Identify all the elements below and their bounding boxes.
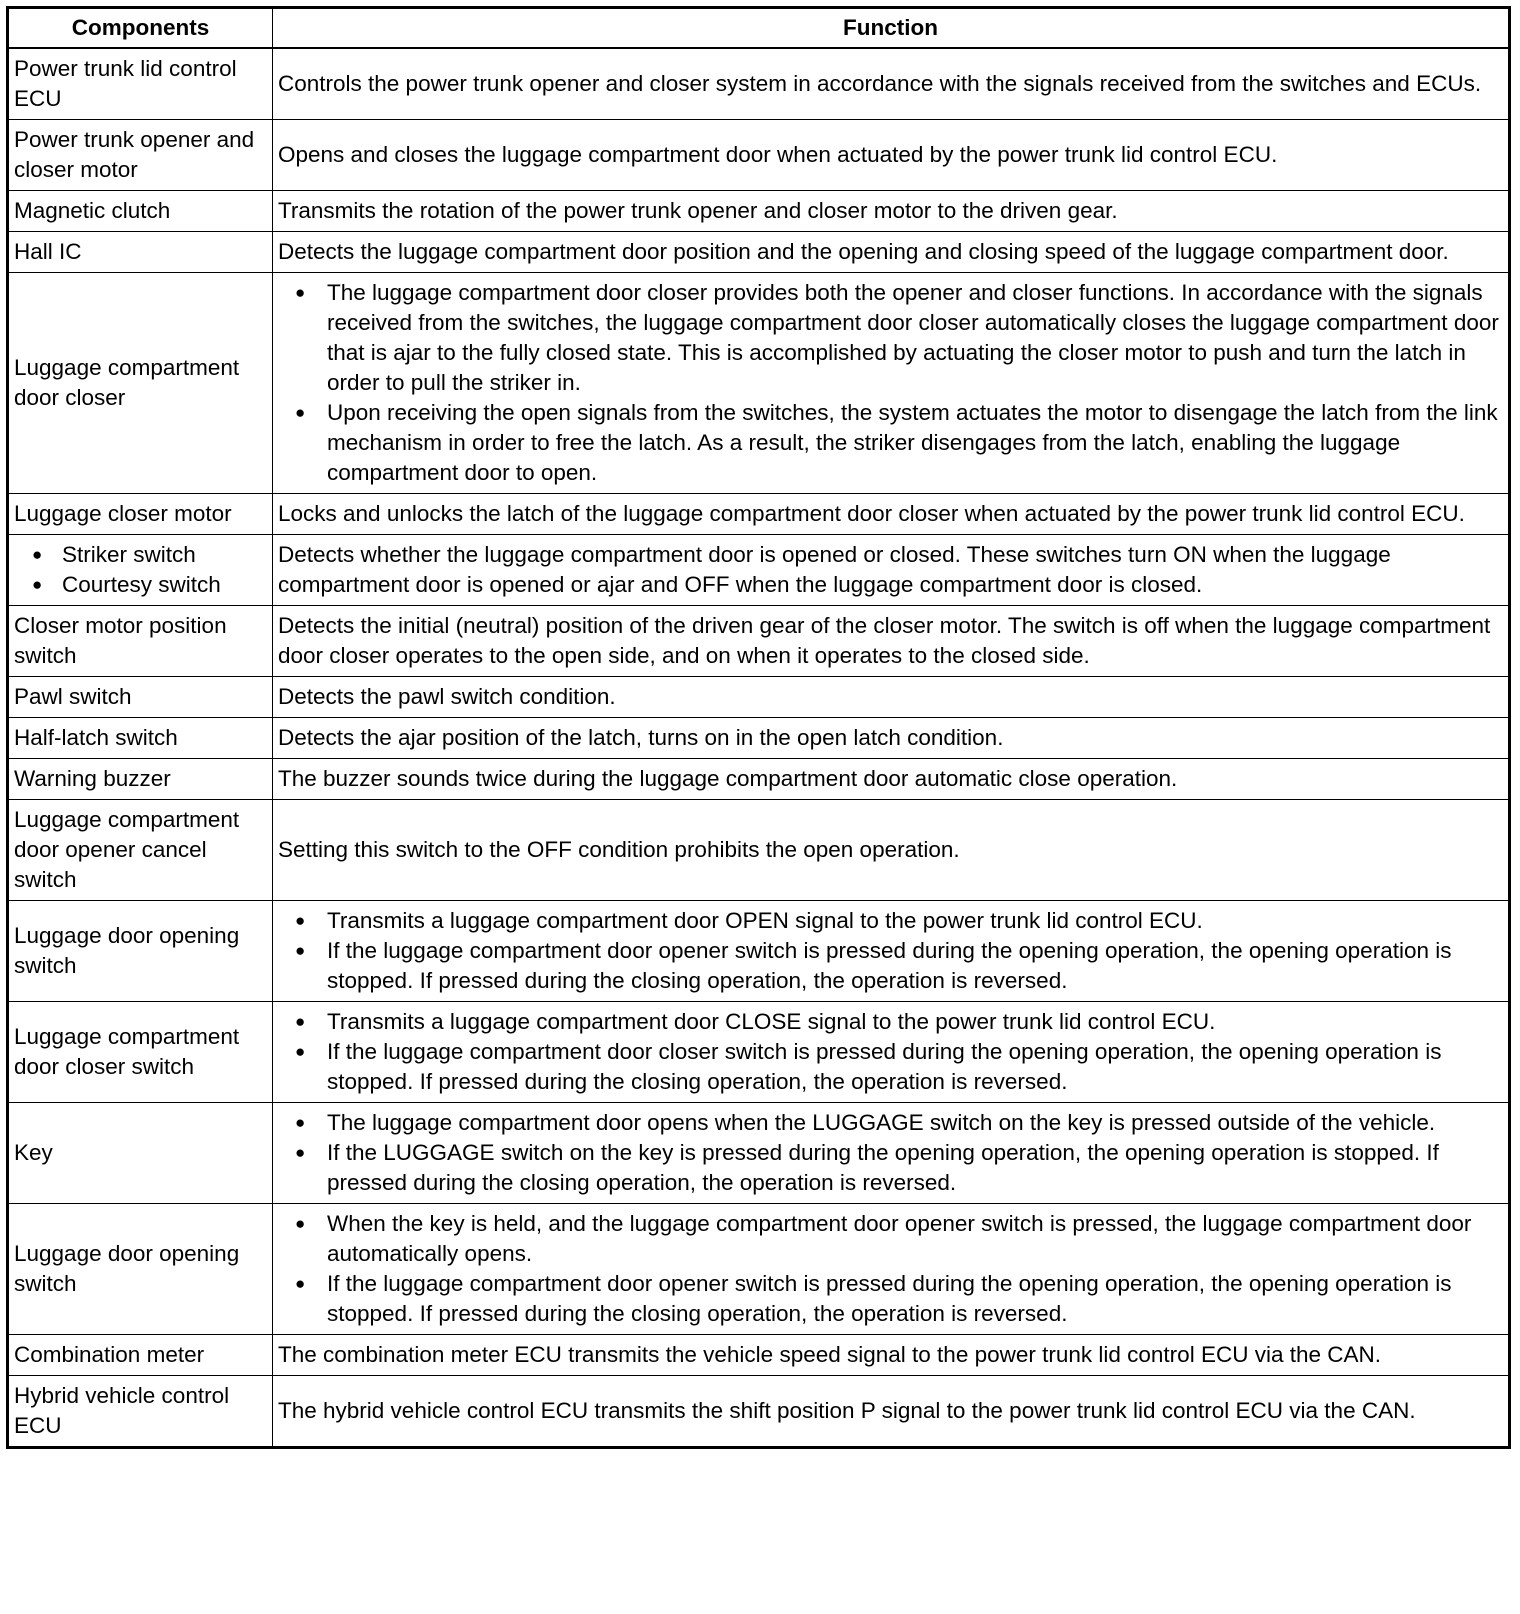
function-cell: The combination meter ECU transmits the vehicle speed signal to the power trunk lid control ECU via the CAN. bbox=[273, 1335, 1510, 1376]
table-row bbox=[8, 1002, 1510, 1103]
component-cell: Luggage compartment door closer switch bbox=[8, 1002, 273, 1103]
table-row bbox=[8, 1335, 1510, 1376]
bullet-item: ● If the luggage compartment door opener switch is pressed during the opening operation, the opening operation is stopped. If pressed during the closing operation, the operation is reversed. bbox=[278, 1269, 1501, 1329]
component-cell: Luggage closer motor bbox=[8, 494, 273, 535]
function-cell: Setting this switch to the OFF condition prohibits the open operation. bbox=[273, 800, 1510, 901]
function-cell bbox=[273, 1103, 1510, 1204]
function-cell bbox=[273, 273, 1510, 494]
bullet-item: ● If the luggage compartment door opener switch is pressed during the opening operation, the opening operation is stopped. If pressed during the closing operation, the operation is reversed. bbox=[278, 936, 1501, 996]
function-cell bbox=[273, 1002, 1510, 1103]
table-row bbox=[8, 273, 1510, 494]
table-row bbox=[8, 232, 1510, 273]
bullet-item: ● The luggage compartment door opens when the LUGGAGE switch on the key is pressed outside of the vehicle. bbox=[278, 1108, 1501, 1138]
bullet-item: ● Transmits a luggage compartment door CLOSE signal to the power trunk lid control ECU. bbox=[278, 1007, 1501, 1037]
function-cell: Detects the initial (neutral) position of the driven gear of the closer motor. The switch is off when the luggage compartment door closer operates to the open side, and on when it operates to the closed side. bbox=[273, 606, 1510, 677]
bullet-item: ● Upon receiving the open signals from the switches, the system actuates the motor to disengage the latch from the link mechanism in order to free the latch. As a result, the striker disengages from the latch, enabling the luggage compartment door to open. bbox=[278, 398, 1501, 488]
table-row bbox=[8, 718, 1510, 759]
component-cell: Key bbox=[8, 1103, 273, 1204]
bullet-item: ● The luggage compartment door closer provides both the opener and closer functions. In accordance with the signals received from the switches, the luggage compartment door closer automatically closes the luggage compartment door that is ajar to the fully closed state. This is accomplished by actuating the closer motor to push and turn the latch in order to pull the striker in. bbox=[278, 278, 1501, 398]
bullet-item: ● Striker switch bbox=[14, 540, 265, 570]
component-cell: Hybrid vehicle control ECU bbox=[8, 1376, 273, 1448]
component-cell: Magnetic clutch bbox=[8, 191, 273, 232]
table-row bbox=[8, 1103, 1510, 1204]
component-cell: Combination meter bbox=[8, 1335, 273, 1376]
table-row bbox=[8, 494, 1510, 535]
bullet-item: ● Courtesy switch bbox=[14, 570, 265, 600]
component-cell: Closer motor position switch bbox=[8, 606, 273, 677]
function-cell: Detects the luggage compartment door position and the opening and closing speed of the luggage compartment door. bbox=[273, 232, 1510, 273]
bullet-item: ● Transmits a luggage compartment door OPEN signal to the power trunk lid control ECU. bbox=[278, 906, 1501, 936]
component-cell bbox=[8, 535, 273, 606]
function-cell: Opens and closes the luggage compartment door when actuated by the power trunk lid control ECU. bbox=[273, 120, 1510, 191]
function-cell: Detects the ajar position of the latch, turns on in the open latch condition. bbox=[273, 718, 1510, 759]
component-cell: Luggage door opening switch bbox=[8, 1204, 273, 1335]
function-cell bbox=[273, 1204, 1510, 1335]
function-cell: The buzzer sounds twice during the luggage compartment door automatic close operation. bbox=[273, 759, 1510, 800]
component-cell: Power trunk opener and closer motor bbox=[8, 120, 273, 191]
function-cell bbox=[273, 901, 1510, 1002]
table-row bbox=[8, 535, 1510, 606]
bullet-item: ● When the key is held, and the luggage compartment door opener switch is pressed, the luggage compartment door automatically opens. bbox=[278, 1209, 1501, 1269]
component-cell: Warning buzzer bbox=[8, 759, 273, 800]
component-cell: Luggage door opening switch bbox=[8, 901, 273, 1002]
bullet-item: ● If the LUGGAGE switch on the key is pressed during the opening operation, the opening operation is stopped. If pressed during the closing operation, the operation is reversed. bbox=[278, 1138, 1501, 1198]
function-cell: Transmits the rotation of the power trunk opener and closer motor to the driven gear. bbox=[273, 191, 1510, 232]
component-bullet-list bbox=[14, 540, 265, 600]
table-row bbox=[8, 1376, 1510, 1448]
table-row bbox=[8, 191, 1510, 232]
table-row bbox=[8, 606, 1510, 677]
function-bullet-list bbox=[278, 278, 1501, 488]
component-cell: Power trunk lid control ECU bbox=[8, 48, 273, 120]
table-row bbox=[8, 120, 1510, 191]
header-row bbox=[8, 8, 1510, 49]
header-components: Components bbox=[8, 8, 273, 49]
function-cell: The hybrid vehicle control ECU transmits the shift position P signal to the power trunk lid control ECU via the CAN. bbox=[273, 1376, 1510, 1448]
table-row bbox=[8, 48, 1510, 120]
component-cell: Luggage compartment door closer bbox=[8, 273, 273, 494]
component-cell: Hall IC bbox=[8, 232, 273, 273]
function-cell: Locks and unlocks the latch of the luggage compartment door closer when actuated by the power trunk lid control ECU. bbox=[273, 494, 1510, 535]
function-bullet-list bbox=[278, 1209, 1501, 1329]
function-cell: Detects the pawl switch condition. bbox=[273, 677, 1510, 718]
function-bullet-list bbox=[278, 1007, 1501, 1097]
table-row bbox=[8, 677, 1510, 718]
components-function-table bbox=[6, 6, 1511, 1449]
function-cell: Controls the power trunk opener and closer system in accordance with the signals received from the switches and ECUs. bbox=[273, 48, 1510, 120]
header-function: Function bbox=[273, 8, 1510, 49]
bullet-item: ● If the luggage compartment door closer switch is pressed during the opening operation, the opening operation is stopped. If pressed during the closing operation, the operation is reversed. bbox=[278, 1037, 1501, 1097]
function-bullet-list bbox=[278, 1108, 1501, 1198]
table-row bbox=[8, 759, 1510, 800]
table-row bbox=[8, 1204, 1510, 1335]
component-cell: Pawl switch bbox=[8, 677, 273, 718]
function-cell: Detects whether the luggage compartment door is opened or closed. These switches turn ON when the luggage compartment door is opened or ajar and OFF when the luggage compartment door is closed. bbox=[273, 535, 1510, 606]
component-cell: Half-latch switch bbox=[8, 718, 273, 759]
table-row bbox=[8, 901, 1510, 1002]
component-cell: Luggage compartment door opener cancel switch bbox=[8, 800, 273, 901]
table-row bbox=[8, 800, 1510, 901]
function-bullet-list bbox=[278, 906, 1501, 996]
